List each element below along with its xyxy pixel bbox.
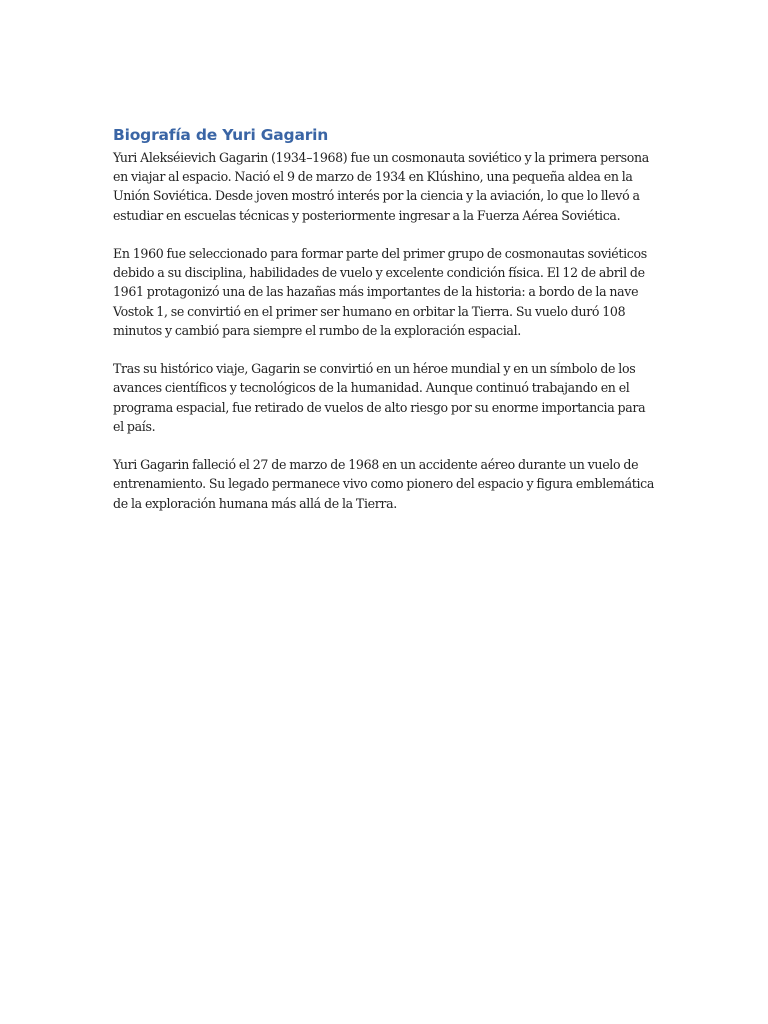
paragraph-legacy-hero: Tras su histórico viaje, Gagarin se convirtió en un héroe mundial y en un símbolo de los avances científicos y tecnológicos de la humanidad. Aunque continuó trabajando en el programa espacial, fue retirado de vuelos de alto riesgo por su enorme importancia para el país. — [113, 361, 646, 434]
paragraph-vostok-flight: En 1960 fue seleccionado para formar parte del primer grupo de cosmonautas soviéticos debido a su disciplina, habilidades de vuelo y excelente condición física. El 12 de abril de 1961 protagonizó una de las hazañas más importantes de la historia: a bordo de la nave Vostok 1, se convirtió en el primer ser humano en orbitar la Tierra. Su vuelo duró 108 minutos y cambió para siempre el rumbo de la exploración espacial. — [113, 246, 647, 338]
paragraph-early-life: Yuri Alekséievich Gagarin (1934–1968) fue un cosmonauta soviético y la primera persona en viajar al espacio. Nació el 9 de marzo de 1934 en Klúshino, una pequeña aldea en la Unión Soviética. Desde joven mostró interés por la ciencia y la aviación, lo que lo llevó a estudiar en escuelas técnicas y posteriormente ingresar a la Fuerza Aérea Soviética. — [113, 150, 649, 223]
document-body — [113, 124, 658, 532]
document-title: Biografía de Yuri Gagarin — [113, 126, 329, 144]
paragraph-death: Yuri Gagarin falleció el 27 de marzo de 1968 en un accidente aéreo durante un vuelo de entrenamiento. Su legado permanece vivo como pionero del espacio y figura emblemática de la exploración humana más allá de la Tierra. — [113, 457, 655, 511]
